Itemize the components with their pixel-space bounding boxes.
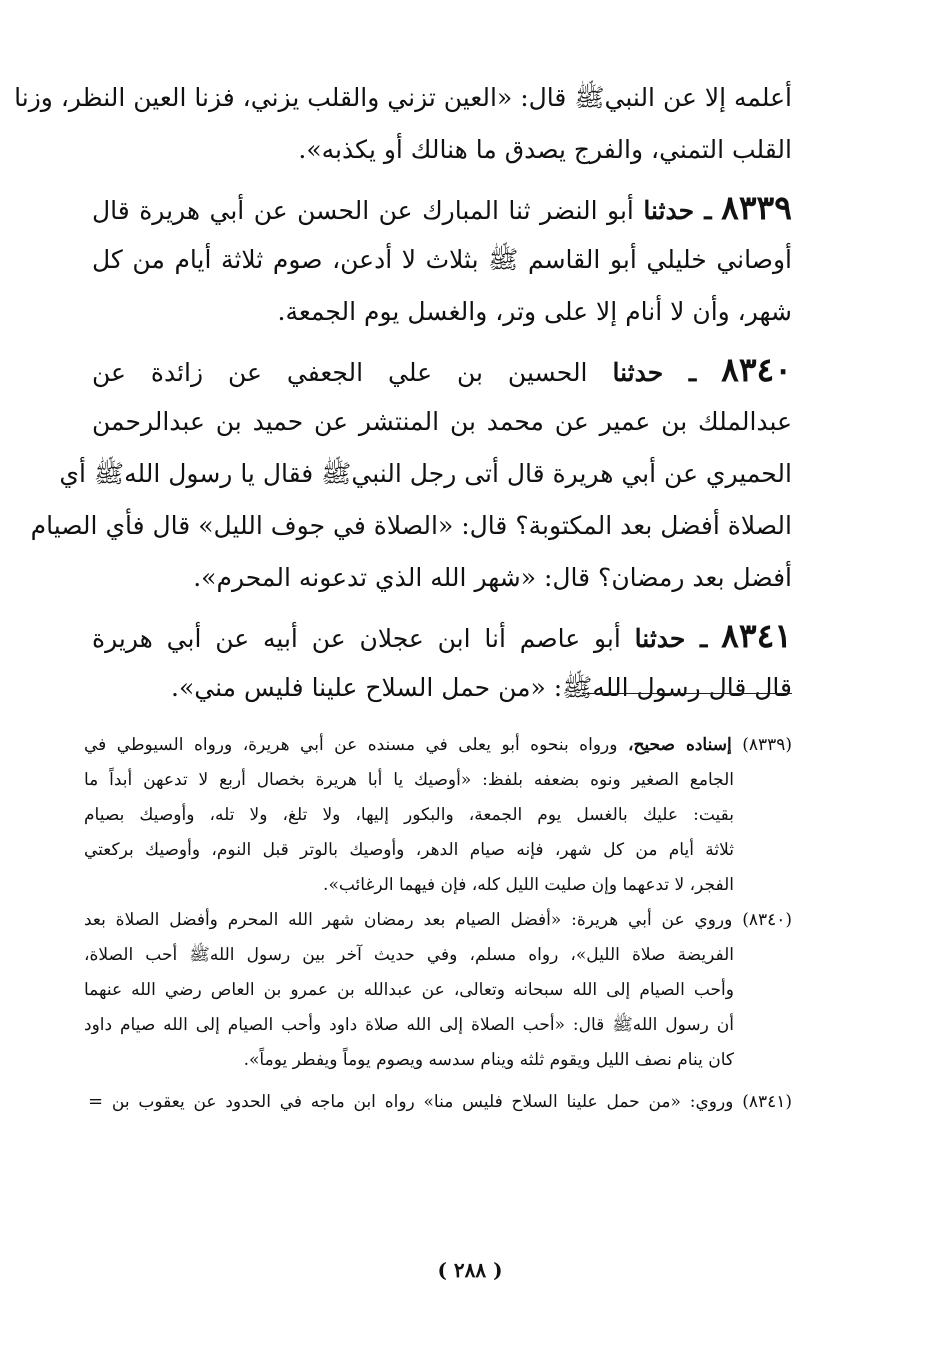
footnote-line: وأحب الصيام إلى الله سبحانه وتعالى، عن عبدالله بن عمرو بن العاص رضي الله عنهما <box>84 980 734 1000</box>
footnote-line: أن رسول اللهﷺ قال: «أحب الصلاة إلى الله صلاة داود وأحب الصيام إلى الله صيام داود <box>84 1015 734 1035</box>
hadith-head: حدثنا <box>643 196 695 225</box>
hadith-head: حدثنا <box>634 624 686 653</box>
footnotes <box>84 728 792 1119</box>
text-line: الحميري عن أبي هريرة قال أتى رجل النبيﷺ فقال يا رسول اللهﷺ أي <box>59 459 792 488</box>
text-line: عبدالملك بن عمير عن محمد بن المنتشر عن حميد بن عبدالرحمن <box>92 407 792 436</box>
footnote-text: وروي عن أبي هريرة: «أفضل الصيام بعد رمضان شهر الله المحرم وأفضل الصلاة بعد <box>84 910 733 930</box>
page-number: ( ٢٨٨ ) <box>437 1258 503 1282</box>
footnote-line: الفريضة صلاة الليل»، رواه مسلم، وفي حديث آخر بين رسول اللهﷺ أحب الصلاة، <box>84 945 734 965</box>
footnote-8340 <box>84 903 792 1078</box>
text-line: شهر، وأن لا أنام إلا على وتر، والغسل يوم الجمعة. <box>277 297 792 326</box>
hadith-number: ٨٣٤١ <box>721 616 793 655</box>
footnote-text: وروي: «من حمل علينا السلاح فليس منا» رواه ابن ماجه في الحدود عن يعقوب بن <box>111 1092 734 1112</box>
text-line: القلب التمني، والفرج يصدق ما هنالك أو يكذبه». <box>298 135 792 164</box>
footnote-number: (٨٣٤٠) <box>742 910 792 930</box>
footnote-8341 <box>84 1084 792 1119</box>
footnote-line: بقيت: عليك بالغسل يوم الجمعة، والبكور إليها، ولا تلغ، ولا تله، وأوصيك بصيام <box>84 805 734 825</box>
main-text <box>14 72 793 714</box>
hadith-number: ٨٣٣٩ <box>721 188 793 227</box>
footnote-line: كان ينام نصف الليل ويقوم ثلثه وينام سدسه ويصوم يوماً ويفطر يوماً». <box>243 1050 734 1070</box>
footnote-line: الجامع الصغير ونوه بضعفه بلفظ: «أوصيك يا أبا هريرة بخصال أربع لا تدعهن أبداً ما <box>84 770 734 790</box>
footnote-8339 <box>84 728 792 903</box>
footnote-separator <box>582 693 792 694</box>
hadith-text: الحسين بن علي الجعفي عن زائدة عن <box>92 358 588 387</box>
hadith-text: أبو النضر ثنا المبارك عن الحسن عن أبي هريرة قال <box>92 196 634 225</box>
text-line: أوصاني خليلي أبو القاسم ﷺ بثلاث لا أدعن، صوم ثلاثة أيام من كل <box>92 245 792 274</box>
footnote-line: الفجر، لا تدعهما وإن صليت الليل كله، فإن فيهما الرغائب». <box>323 875 734 895</box>
hadith-entry-8339: ٨٣٣٩ ـ حدثنا أبو النضر ثنا المبارك عن الحسن عن أبي هريرة قال أوصاني خليلي أبو القاسم ﷺ بثلاث لا أدعن، صوم ثلاثة أيام من كل شهر، وأن لا أنام إلا على وتر، والغسل يوم الجمعة. <box>92 182 792 338</box>
hadith-entry-8341: ٨٣٤١ ـ حدثنا أبو عاصم أنا ابن عجلان عن أبيه عن أبي هريرة قال قال رسول اللهﷺ: «من حمل السلاح علينا فليس مني». <box>92 610 792 714</box>
hadith-entry-8340: ٨٣٤٠ ـ حدثنا الحسين بن علي الجعفي عن زائدة عن عبدالملك بن عمير عن محمد بن المنتشر عن حميد بن عبدالرحمن الحميري عن أبي هريرة قال أتى رجل النبيﷺ فقال يا رسول اللهﷺ أي الصلاة أفضل بعد المكتوبة؟ قال: «الصلاة في جوف الليل» قال فأي الصيام أفضل بعد رمضان؟ قال: «شهر الله الذي تدعونه المحرم». <box>92 344 792 604</box>
continuation-mark: = <box>88 1091 104 1112</box>
footnote-number: (٨٣٤١) <box>742 1092 792 1112</box>
footnote-number: (٨٣٣٩) <box>742 735 793 755</box>
hadith-number: ٨٣٤٠ <box>721 350 793 389</box>
footnote-line: ثلاثة أيام من كل شهر، فإنه صيام الدهر، وأوصيك بالوتر قبل النوم، وأوصيك بركعتي <box>84 840 734 860</box>
text-line: الصلاة أفضل بعد المكتوبة؟ قال: «الصلاة في جوف الليل» قال فأي الصيام <box>30 511 792 540</box>
text-line: أعلمه إلا عن النبيﷺ قال: «العين تزني والقلب يزني، فزنا العين النظر، وزنا <box>14 83 792 112</box>
footnote-grade: إسناده صحيح، <box>627 735 732 755</box>
text-line: قال قال رسول اللهﷺ: «من حمل السلاح علينا فليس مني». <box>171 673 792 702</box>
hadith-text: أبو عاصم أنا ابن عجلان عن أبيه عن أبي هريرة <box>92 624 621 653</box>
text-line: أفضل بعد رمضان؟ قال: «شهر الله الذي تدعونه المحرم». <box>193 563 792 592</box>
footnote-text: ورواه بنحوه أبو يعلى في مسنده عن أبي هريرة، ورواه السيوطي في <box>84 735 618 755</box>
hadith-head: حدثنا <box>612 358 664 387</box>
